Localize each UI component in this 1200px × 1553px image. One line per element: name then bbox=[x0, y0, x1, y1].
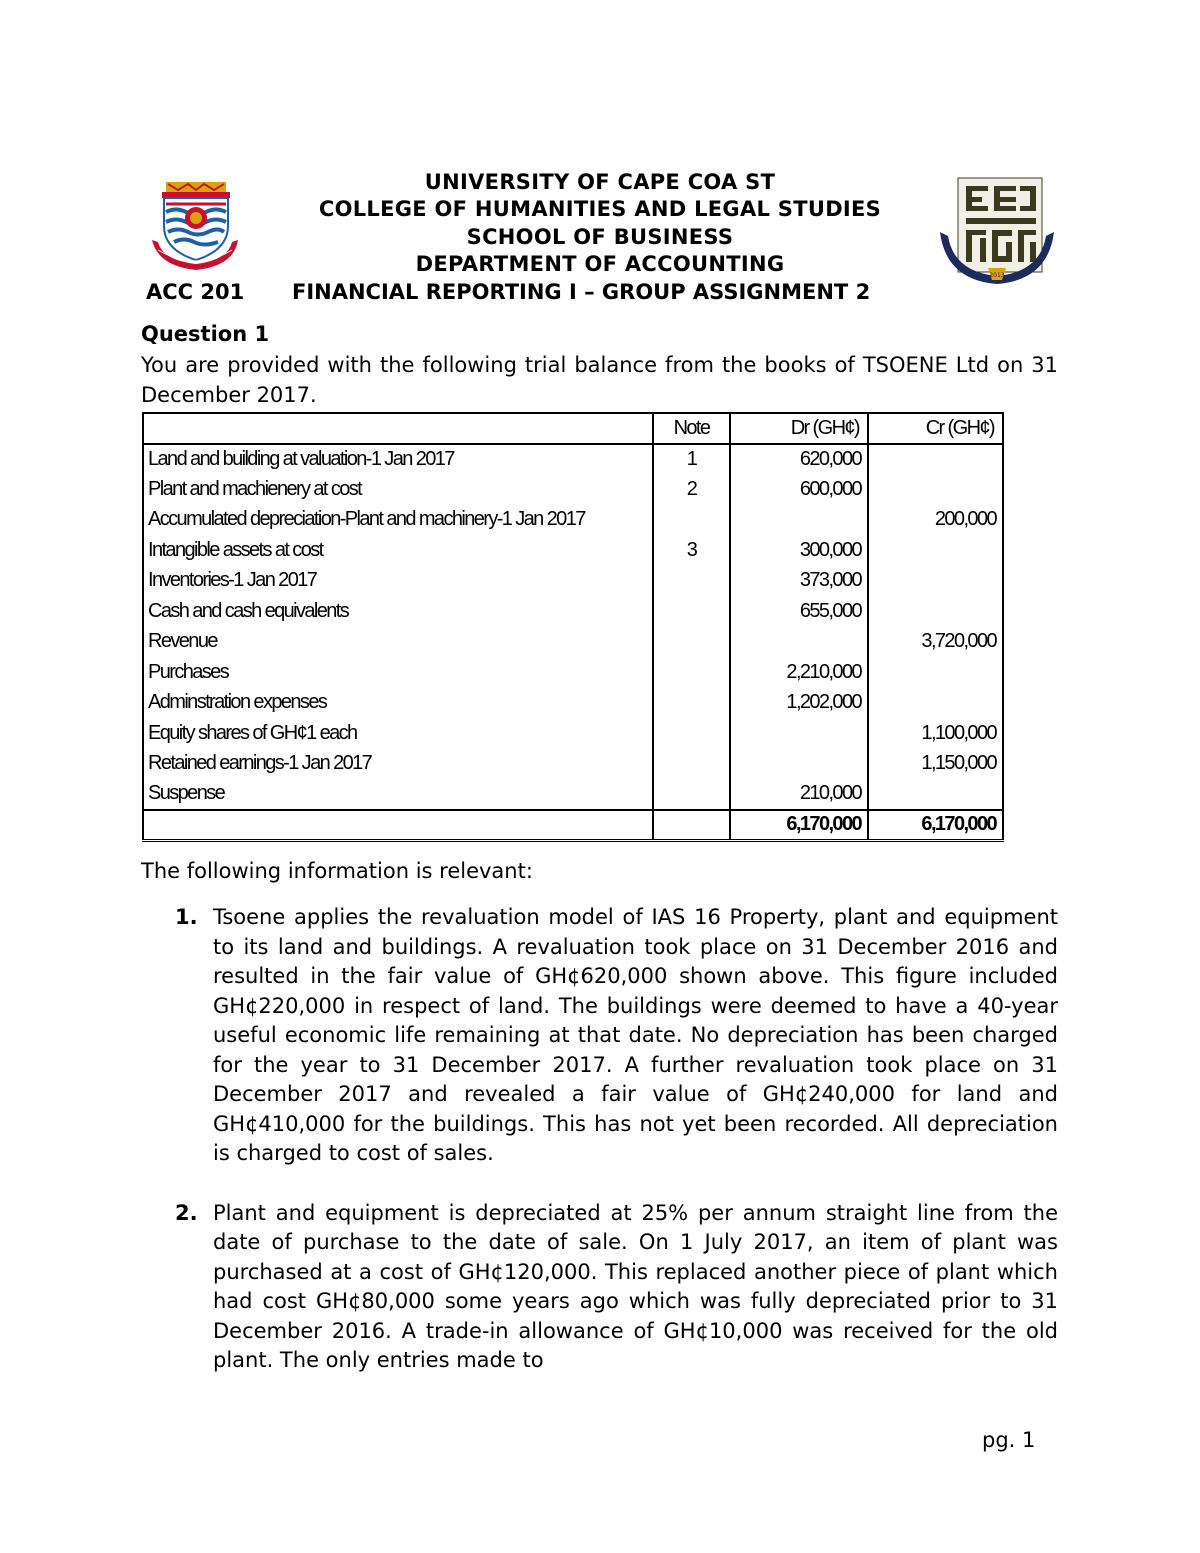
total-description bbox=[143, 810, 653, 841]
row-dr: 210,000 bbox=[730, 779, 868, 810]
column-header-description bbox=[143, 413, 653, 444]
row-cr bbox=[868, 596, 1003, 627]
row-description: Purchases bbox=[143, 657, 653, 688]
table-row bbox=[143, 474, 1003, 505]
question-intro: You are provided with the following trial balance from the books of TSOENE Ltd on 31 December 2017. bbox=[141, 353, 1058, 407]
row-description: Accumulated depreciation-Plant and machinery-1 Jan 2017 bbox=[143, 505, 653, 536]
row-dr bbox=[730, 627, 868, 658]
row-dr: 373,000 bbox=[730, 566, 868, 597]
row-description: Revenue bbox=[143, 627, 653, 658]
university-name: UNIVERSITY OF CAPE COA ST bbox=[424, 170, 776, 194]
row-description: Suspense bbox=[143, 779, 653, 810]
table-row bbox=[143, 444, 1003, 475]
row-dr: 620,000 bbox=[730, 444, 868, 475]
table-row bbox=[143, 596, 1003, 627]
row-dr bbox=[730, 505, 868, 536]
row-dr bbox=[730, 749, 868, 780]
college-name: COLLEGE OF HUMANITIES AND LEGAL STUDIES bbox=[318, 197, 882, 221]
row-cr bbox=[868, 535, 1003, 566]
course-code: ACC 201 bbox=[146, 280, 245, 304]
row-note: 1 bbox=[653, 444, 730, 475]
table-total-row bbox=[143, 810, 1003, 841]
department-name: DEPARTMENT OF ACCOUNTING bbox=[415, 252, 785, 276]
column-header-cr: Cr (GH¢) bbox=[868, 413, 1003, 444]
row-note bbox=[653, 657, 730, 688]
column-header-dr: Dr (GH¢) bbox=[730, 413, 868, 444]
row-cr bbox=[868, 779, 1003, 810]
total-note bbox=[653, 810, 730, 841]
row-note bbox=[653, 627, 730, 658]
row-cr: 1,150,000 bbox=[868, 749, 1003, 780]
row-cr bbox=[868, 444, 1003, 475]
row-description: Plant and machienery at cost bbox=[143, 474, 653, 505]
table-row bbox=[143, 535, 1003, 566]
row-note bbox=[653, 566, 730, 597]
row-note: 2 bbox=[653, 474, 730, 505]
row-cr bbox=[868, 688, 1003, 719]
row-description: Equity shares of GH¢1 each bbox=[143, 718, 653, 749]
column-header-note: Note bbox=[653, 413, 730, 444]
row-dr: 1,202,000 bbox=[730, 688, 868, 719]
row-description: Land and building at valuation-1 Jan 2017 bbox=[143, 444, 653, 475]
list-item bbox=[141, 903, 1058, 1169]
list-item-number: 1. bbox=[175, 905, 198, 929]
row-cr bbox=[868, 566, 1003, 597]
table-row bbox=[143, 688, 1003, 719]
list-item-text: Plant and equipment is depreciated at 25% per annum straight line from the date of purchase to the date of sale. On 1 July 2017, an item of plant was purchased at a cost of GH¢120,000. This replaced another piece of plant which had cost GH¢80,000 some years ago which was fully depreciated prior to 31 December 2016. A trade-in allowance of GH¢10,000 was received for the old plant. The only entries made to bbox=[213, 1200, 1058, 1372]
row-cr: 1,100,000 bbox=[868, 718, 1003, 749]
course-title: FINANCIAL REPORTING I – GROUP ASSIGNMENT 2 bbox=[292, 280, 871, 304]
row-description: Intangible assets at cost bbox=[143, 535, 653, 566]
table-row bbox=[143, 749, 1003, 780]
row-note bbox=[653, 749, 730, 780]
table-row bbox=[143, 657, 1003, 688]
row-cr bbox=[868, 474, 1003, 505]
row-description: Inventories-1 Jan 2017 bbox=[143, 566, 653, 597]
svg-text:2013: 2013 bbox=[989, 272, 1005, 279]
row-note: 3 bbox=[653, 535, 730, 566]
row-note bbox=[653, 718, 730, 749]
row-description: Cash and cash equivalents bbox=[143, 596, 653, 627]
table-row bbox=[143, 627, 1003, 658]
table-row bbox=[143, 505, 1003, 536]
table-header-row bbox=[143, 413, 1003, 444]
row-note bbox=[653, 596, 730, 627]
row-dr: 300,000 bbox=[730, 535, 868, 566]
row-cr: 200,000 bbox=[868, 505, 1003, 536]
row-description: Retained earnings-1 Jan 2017 bbox=[143, 749, 653, 780]
school-name: SCHOOL OF BUSINESS bbox=[466, 225, 734, 249]
list-item bbox=[141, 1199, 1058, 1376]
trial-balance-table bbox=[142, 412, 1004, 842]
row-note bbox=[653, 505, 730, 536]
page-number: pg. 1 bbox=[982, 1428, 1036, 1452]
information-intro: The following information is relevant: bbox=[141, 859, 533, 883]
row-cr bbox=[868, 657, 1003, 688]
row-cr: 3,720,000 bbox=[868, 627, 1003, 658]
row-note bbox=[653, 779, 730, 810]
row-dr: 600,000 bbox=[730, 474, 868, 505]
row-dr: 2,210,000 bbox=[730, 657, 868, 688]
row-description: Adminstration expenses bbox=[143, 688, 653, 719]
total-cr: 6,170,000 bbox=[868, 810, 1003, 841]
table-row bbox=[143, 566, 1003, 597]
information-list bbox=[141, 903, 1058, 1376]
list-item-text: Tsoene applies the revaluation model of IAS 16 Property, plant and equipment to its land and buildings. A revaluation took place on 31 December 2016 and resulted in the fair value of GH¢620,000 shown above. This figure included GH¢220,000 in respect of land. The buildings were deemed to have a 40-year useful economic life remaining at that date. No depreciation has been charged for the year to 31 December 2017. A further revaluation took place on 31 December 2017 and revealed a fair value of GH¢240,000 for land and GH¢410,000 for the buildings. This has not yet been recorded. All depreciation is charged to cost of sales. bbox=[213, 905, 1058, 1165]
row-dr bbox=[730, 718, 868, 749]
question-title: Question 1 bbox=[141, 322, 270, 346]
row-note bbox=[653, 688, 730, 719]
list-item-number: 2. bbox=[175, 1200, 198, 1225]
course-heading bbox=[146, 280, 870, 304]
table-row bbox=[143, 779, 1003, 810]
table-row bbox=[143, 718, 1003, 749]
row-dr: 655,000 bbox=[730, 596, 868, 627]
total-dr: 6,170,000 bbox=[730, 810, 868, 841]
